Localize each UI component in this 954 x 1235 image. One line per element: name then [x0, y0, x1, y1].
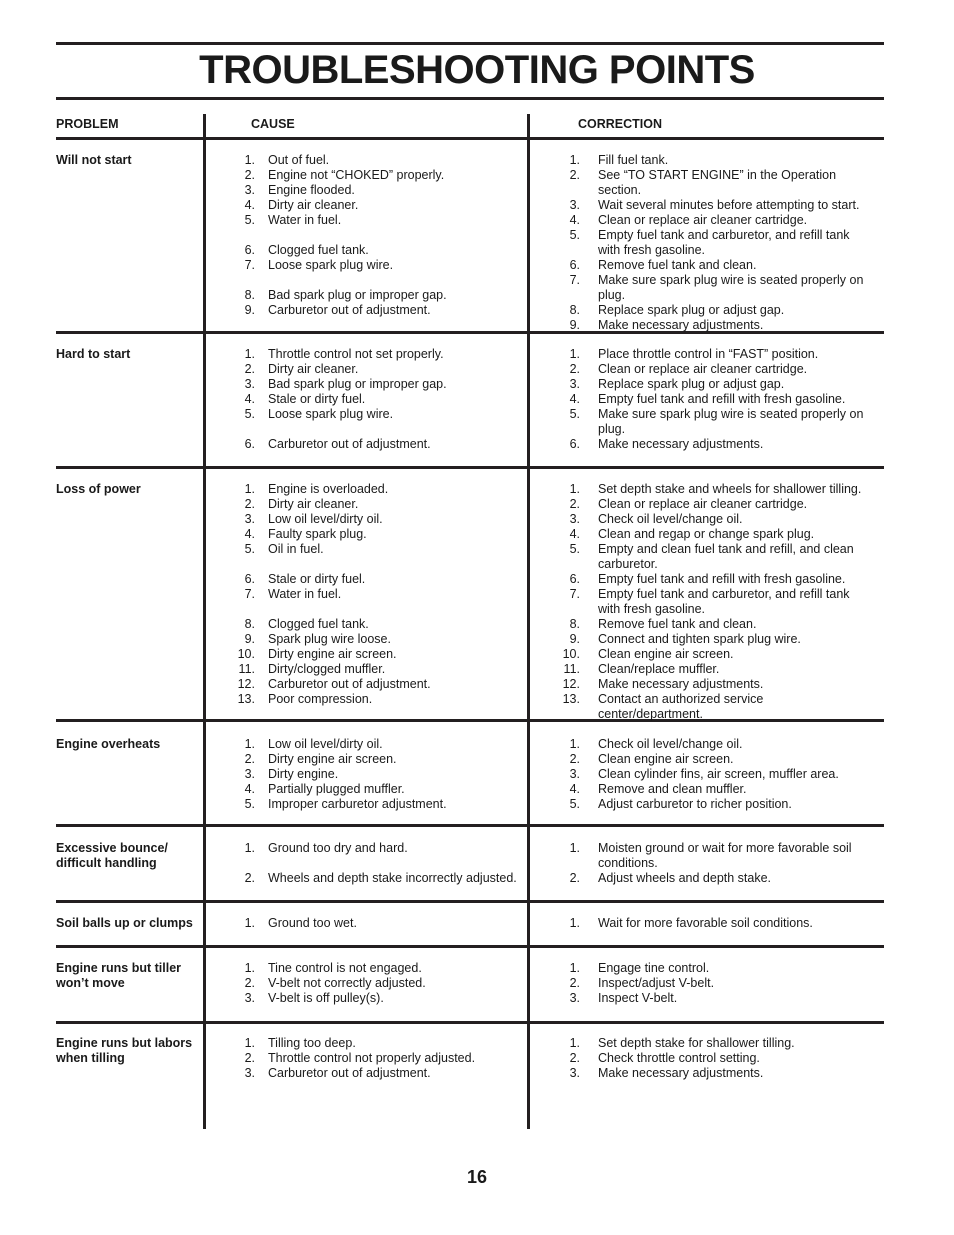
item-number: 6.	[244, 437, 255, 451]
item-number: 2.	[569, 1051, 580, 1065]
item-number: 2.	[569, 976, 580, 990]
item-text: Engine is overloaded.	[268, 482, 389, 496]
item-number: 1.	[244, 482, 255, 496]
problem-label: Engine runs but labors when tilling	[56, 1036, 193, 1065]
item-number: 12.	[237, 677, 255, 691]
item-text: Empty fuel tank and carburetor, and refill tank with fresh gasoline.	[598, 228, 850, 257]
item-number: 1.	[244, 961, 255, 975]
cause-list	[237, 153, 522, 318]
item-text: Engine not “CHOKED” properly.	[268, 168, 445, 182]
item-text: See “TO START ENGINE” in the Operation section.	[598, 168, 837, 197]
item-text: Throttle control not properly adjusted.	[268, 1051, 476, 1065]
item-text: Inspect/adjust V-belt.	[598, 976, 715, 990]
list-item	[237, 572, 522, 587]
list-item	[237, 797, 522, 812]
item-number: 4.	[569, 213, 580, 227]
problem-label: Will not start	[56, 153, 132, 167]
list-item	[237, 841, 522, 856]
item-number: 7.	[569, 587, 580, 601]
item-text: Make sure spark plug wire is seated properly on plug.	[598, 407, 864, 436]
list-item	[570, 407, 870, 437]
item-text: Carburetor out of adjustment.	[268, 303, 431, 317]
item-number: 1.	[244, 153, 255, 167]
item-text: Poor compression.	[268, 692, 373, 706]
item-number: 3.	[244, 991, 255, 1005]
list-item	[237, 482, 522, 497]
item-number: 1.	[244, 916, 255, 930]
list-item	[562, 692, 870, 722]
item-text: Contact an authorized service center/department.	[598, 692, 764, 721]
list-item	[562, 647, 870, 662]
correction-list	[570, 841, 870, 886]
item-text: Clogged fuel tank.	[268, 617, 369, 631]
list-item	[570, 392, 870, 407]
item-number: 4.	[569, 782, 580, 796]
item-text: Make necessary adjustments.	[598, 677, 764, 691]
item-number: 2.	[569, 168, 580, 182]
cause-list	[237, 841, 522, 886]
item-text: Make necessary adjustments.	[598, 437, 764, 451]
title-bottom-rule	[56, 97, 884, 100]
item-text: Set depth stake and wheels for shallower tilling.	[598, 482, 862, 496]
list-item	[237, 213, 522, 228]
list-item	[570, 362, 870, 377]
item-text: Ground too wet.	[268, 916, 357, 930]
item-text: Clean engine air screen.	[598, 647, 734, 661]
item-text: V-belt is off pulley(s).	[268, 991, 384, 1005]
item-number: 12.	[562, 677, 580, 691]
list-item	[570, 782, 870, 797]
item-number: 1.	[569, 961, 580, 975]
cause-list	[237, 347, 522, 452]
item-text: Connect and tighten spark plug wire.	[598, 632, 801, 646]
list-item	[563, 662, 870, 677]
item-text: Stale or dirty fuel.	[268, 572, 366, 586]
item-text: Loose spark plug wire.	[268, 407, 394, 421]
list-spacer	[237, 273, 522, 288]
item-number: 2.	[569, 871, 580, 885]
cause-list	[237, 482, 522, 707]
list-item	[237, 1036, 522, 1051]
item-number: 11.	[238, 662, 255, 676]
row-divider	[56, 466, 884, 469]
list-item	[570, 512, 870, 527]
item-number: 8.	[569, 303, 580, 317]
item-text: Spark plug wire loose.	[268, 632, 391, 646]
list-item	[237, 871, 522, 886]
item-text: Low oil level/dirty oil.	[268, 737, 383, 751]
item-number: 3.	[569, 1066, 580, 1080]
item-number: 7.	[569, 273, 580, 287]
item-text: Check oil level/change oil.	[598, 512, 743, 526]
column-divider-cause	[203, 114, 206, 1129]
item-number: 1.	[244, 1036, 255, 1050]
item-text: Empty fuel tank and refill with fresh gasoline.	[598, 572, 846, 586]
list-item	[237, 407, 522, 422]
item-number: 2.	[244, 871, 255, 885]
header-problem: PROBLEM	[56, 117, 119, 131]
correction-list	[570, 347, 870, 452]
list-item	[237, 647, 522, 662]
correction-list	[570, 1036, 870, 1081]
list-item	[237, 243, 522, 258]
list-spacer	[237, 856, 522, 871]
list-item	[570, 228, 870, 258]
list-item	[570, 482, 870, 497]
list-item	[562, 677, 870, 692]
list-item	[237, 961, 522, 976]
item-text: Wait for more favorable soil conditions.	[598, 916, 813, 930]
header-rule	[56, 137, 884, 140]
item-number: 6.	[569, 437, 580, 451]
list-item	[237, 497, 522, 512]
item-number: 13.	[562, 692, 580, 706]
list-item	[570, 198, 870, 213]
list-item	[570, 258, 870, 273]
item-number: 2.	[244, 1051, 255, 1065]
item-number: 8.	[244, 617, 255, 631]
list-item	[570, 767, 870, 782]
item-text: Water in fuel.	[268, 213, 342, 227]
list-item	[237, 437, 522, 452]
item-number: 2.	[244, 168, 255, 182]
list-item	[570, 587, 870, 617]
list-item	[570, 841, 870, 871]
item-number: 3.	[569, 767, 580, 781]
list-item	[570, 961, 870, 976]
list-item	[570, 1051, 870, 1066]
list-item	[237, 288, 522, 303]
item-number: 5.	[244, 213, 255, 227]
correction-list	[570, 153, 870, 333]
list-spacer	[237, 602, 522, 617]
list-item	[237, 303, 522, 318]
list-item	[237, 662, 522, 677]
list-item	[237, 392, 522, 407]
item-number: 3.	[244, 512, 255, 526]
cause-list	[237, 916, 522, 931]
item-text: Ground too dry and hard.	[268, 841, 408, 855]
list-item	[570, 153, 870, 168]
item-text: Out of fuel.	[268, 153, 330, 167]
item-text: Make sure spark plug wire is seated properly on plug.	[598, 273, 864, 302]
list-item	[237, 183, 522, 198]
item-text: Dirty air cleaner.	[268, 497, 359, 511]
item-text: Set depth stake for shallower tilling.	[598, 1036, 795, 1050]
item-text: Water in fuel.	[268, 587, 342, 601]
list-item	[570, 273, 870, 303]
item-text: Place throttle control in “FAST” position.	[598, 347, 819, 361]
item-text: Loose spark plug wire.	[268, 258, 394, 272]
item-number: 2.	[244, 362, 255, 376]
item-number: 3.	[569, 377, 580, 391]
list-item	[237, 527, 522, 542]
list-item	[570, 377, 870, 392]
list-item	[237, 916, 522, 931]
item-number: 1.	[569, 347, 580, 361]
item-text: Carburetor out of adjustment.	[268, 1066, 431, 1080]
item-text: Dirty air cleaner.	[268, 362, 359, 376]
item-text: Faulty spark plug.	[268, 527, 367, 541]
item-number: 9.	[569, 632, 580, 646]
item-text: Adjust carburetor to richer position.	[598, 797, 792, 811]
item-number: 7.	[244, 587, 255, 601]
item-number: 13.	[237, 692, 255, 706]
list-item	[237, 991, 522, 1006]
problem-label: Engine overheats	[56, 737, 161, 751]
item-number: 9.	[244, 303, 255, 317]
list-item	[237, 153, 522, 168]
item-text: Remove and clean muffler.	[598, 782, 747, 796]
item-text: Engine flooded.	[268, 183, 355, 197]
list-item	[237, 168, 522, 183]
item-text: Oil in fuel.	[268, 542, 324, 556]
list-item	[570, 1036, 870, 1051]
row-divider	[56, 1021, 884, 1024]
item-number: 2.	[569, 752, 580, 766]
list-item	[237, 767, 522, 782]
list-item	[570, 168, 870, 198]
item-text: Partially plugged muffler.	[268, 782, 405, 796]
list-item	[237, 1051, 522, 1066]
item-number: 2.	[244, 752, 255, 766]
item-number: 6.	[244, 243, 255, 257]
page-title: TROUBLESHOOTING POINTS	[199, 48, 755, 92]
item-text: Empty fuel tank and refill with fresh gasoline.	[598, 392, 846, 406]
item-text: Remove fuel tank and clean.	[598, 617, 757, 631]
item-number: 9.	[244, 632, 255, 646]
item-text: Dirty engine air screen.	[268, 647, 397, 661]
list-item	[570, 1066, 870, 1081]
item-number: 5.	[244, 797, 255, 811]
list-item	[570, 437, 870, 452]
item-number: 4.	[244, 392, 255, 406]
correction-list	[570, 961, 870, 1006]
list-item	[237, 632, 522, 647]
item-number: 4.	[244, 198, 255, 212]
item-number: 1.	[569, 1036, 580, 1050]
list-spacer	[237, 557, 522, 572]
problem-label: Hard to start	[56, 347, 131, 361]
item-number: 5.	[244, 542, 255, 556]
item-text: Wheels and depth stake incorrectly adjusted.	[268, 871, 517, 885]
item-text: Stale or dirty fuel.	[268, 392, 366, 406]
problem-label: Excessive bounce/ difficult handling	[56, 841, 168, 870]
header-correction: CORRECTION	[578, 117, 663, 131]
list-item	[570, 617, 870, 632]
item-text: Dirty engine air screen.	[268, 752, 397, 766]
item-number: 1.	[244, 347, 255, 361]
page-number: 16	[466, 1167, 488, 1187]
item-number: 1.	[569, 737, 580, 751]
list-item	[237, 377, 522, 392]
list-item	[570, 871, 870, 886]
problem-label: Loss of power	[56, 482, 141, 496]
item-number: 2.	[569, 362, 580, 376]
list-item	[570, 632, 870, 647]
item-number: 2.	[569, 497, 580, 511]
item-number: 4.	[569, 527, 580, 541]
item-number: 2.	[244, 976, 255, 990]
item-text: Empty fuel tank and carburetor, and refill tank with fresh gasoline.	[598, 587, 850, 616]
item-text: Dirty/clogged muffler.	[268, 662, 386, 676]
item-number: 1.	[569, 916, 580, 930]
item-number: 1.	[569, 153, 580, 167]
item-text: Adjust wheels and depth stake.	[598, 871, 772, 885]
correction-list	[570, 737, 870, 812]
item-text: Carburetor out of adjustment.	[268, 437, 431, 451]
list-item	[237, 258, 522, 273]
list-spacer	[237, 422, 522, 437]
item-number: 5.	[569, 228, 580, 242]
item-number: 4.	[569, 392, 580, 406]
item-number: 3.	[244, 1066, 255, 1080]
item-number: 5.	[569, 797, 580, 811]
item-text: Dirty engine.	[268, 767, 339, 781]
row-divider	[56, 900, 884, 903]
item-number: 4.	[244, 782, 255, 796]
item-text: Clean or replace air cleaner cartridge.	[598, 362, 808, 376]
list-item	[570, 797, 870, 812]
list-item	[237, 617, 522, 632]
item-number: 2.	[244, 497, 255, 511]
problem-label: Soil balls up or clumps	[56, 916, 193, 930]
item-text: Clean or replace air cleaner cartridge.	[598, 497, 808, 511]
list-item	[237, 752, 522, 767]
problem-label: Engine runs but tiller won’t move	[56, 961, 182, 990]
item-text: Engage tine control.	[598, 961, 710, 975]
item-number: 6.	[569, 572, 580, 586]
list-item	[570, 347, 870, 362]
cause-list	[237, 1036, 522, 1081]
list-item	[237, 542, 522, 557]
item-number: 6.	[569, 258, 580, 272]
item-text: Check throttle control setting.	[598, 1051, 760, 1065]
item-number: 5.	[569, 407, 580, 421]
item-text: Fill fuel tank.	[598, 153, 669, 167]
list-item	[570, 542, 870, 572]
item-number: 10.	[562, 647, 580, 661]
list-item	[237, 782, 522, 797]
item-text: Clean/replace muffler.	[598, 662, 720, 676]
item-text: Low oil level/dirty oil.	[268, 512, 383, 526]
item-number: 7.	[244, 258, 255, 272]
list-item	[570, 318, 870, 333]
item-number: 1.	[244, 841, 255, 855]
item-text: Bad spark plug or improper gap.	[268, 288, 447, 302]
row-divider	[56, 945, 884, 948]
item-text: Moisten ground or wait for more favorable soil conditions.	[598, 841, 852, 870]
item-number: 5.	[569, 542, 580, 556]
item-text: Replace spark plug or adjust gap.	[598, 377, 785, 391]
header-cause: CAUSE	[251, 117, 295, 131]
list-item	[570, 213, 870, 228]
item-text: Bad spark plug or improper gap.	[268, 377, 447, 391]
item-number: 9.	[569, 318, 580, 332]
correction-list	[562, 482, 870, 722]
row-divider	[56, 824, 884, 827]
item-number: 1.	[244, 737, 255, 751]
correction-list	[570, 916, 870, 931]
item-text: Clean and regap or change spark plug.	[598, 527, 815, 541]
list-item	[237, 512, 522, 527]
list-item	[237, 362, 522, 377]
list-item	[237, 692, 522, 707]
list-item	[570, 572, 870, 587]
item-number: 1.	[569, 841, 580, 855]
list-item	[237, 198, 522, 213]
item-text: Throttle control not set properly.	[268, 347, 444, 361]
list-item	[570, 991, 870, 1006]
item-text: V-belt not correctly adjusted.	[268, 976, 426, 990]
item-text: Make necessary adjustments.	[598, 318, 764, 332]
list-item	[237, 737, 522, 752]
item-text: Make necessary adjustments.	[598, 1066, 764, 1080]
cause-list	[237, 737, 522, 812]
list-item	[237, 677, 522, 692]
item-text: Inspect V-belt.	[598, 991, 678, 1005]
list-item	[237, 1066, 522, 1081]
item-text: Carburetor out of adjustment.	[268, 677, 431, 691]
item-text: Dirty air cleaner.	[268, 198, 359, 212]
item-number: 10.	[237, 647, 255, 661]
item-text: Replace spark plug or adjust gap.	[598, 303, 785, 317]
item-text: Clogged fuel tank.	[268, 243, 369, 257]
list-item	[570, 916, 870, 931]
item-text: Wait several minutes before attempting to start.	[598, 198, 860, 212]
item-number: 3.	[244, 767, 255, 781]
item-text: Clean or replace air cleaner cartridge.	[598, 213, 808, 227]
item-text: Improper carburetor adjustment.	[268, 797, 447, 811]
item-text: Clean engine air screen.	[598, 752, 734, 766]
column-divider-correction	[527, 114, 530, 1129]
item-number: 6.	[244, 572, 255, 586]
item-number: 3.	[244, 377, 255, 391]
item-number: 4.	[244, 527, 255, 541]
item-text: Check oil level/change oil.	[598, 737, 743, 751]
list-item	[570, 737, 870, 752]
list-item	[570, 527, 870, 542]
item-text: Tilling too deep.	[268, 1036, 356, 1050]
item-number: 3.	[569, 198, 580, 212]
list-item	[237, 587, 522, 602]
item-number: 5.	[244, 407, 255, 421]
list-item	[237, 976, 522, 991]
list-item	[237, 347, 522, 362]
item-number: 3.	[244, 183, 255, 197]
list-item	[570, 976, 870, 991]
list-item	[570, 303, 870, 318]
item-text: Tine control is not engaged.	[268, 961, 422, 975]
item-number: 8.	[244, 288, 255, 302]
title-top-rule	[56, 42, 884, 45]
list-spacer	[237, 228, 522, 243]
list-item	[570, 497, 870, 512]
item-number: 8.	[569, 617, 580, 631]
item-text: Clean cylinder fins, air screen, muffler area.	[598, 767, 839, 781]
item-number: 3.	[569, 512, 580, 526]
item-number: 11.	[563, 662, 580, 676]
item-text: Remove fuel tank and clean.	[598, 258, 757, 272]
item-text: Empty and clean fuel tank and refill, and clean carburetor.	[598, 542, 854, 571]
item-number: 3.	[569, 991, 580, 1005]
cause-list	[237, 961, 522, 1006]
list-item	[570, 752, 870, 767]
item-number: 1.	[569, 482, 580, 496]
